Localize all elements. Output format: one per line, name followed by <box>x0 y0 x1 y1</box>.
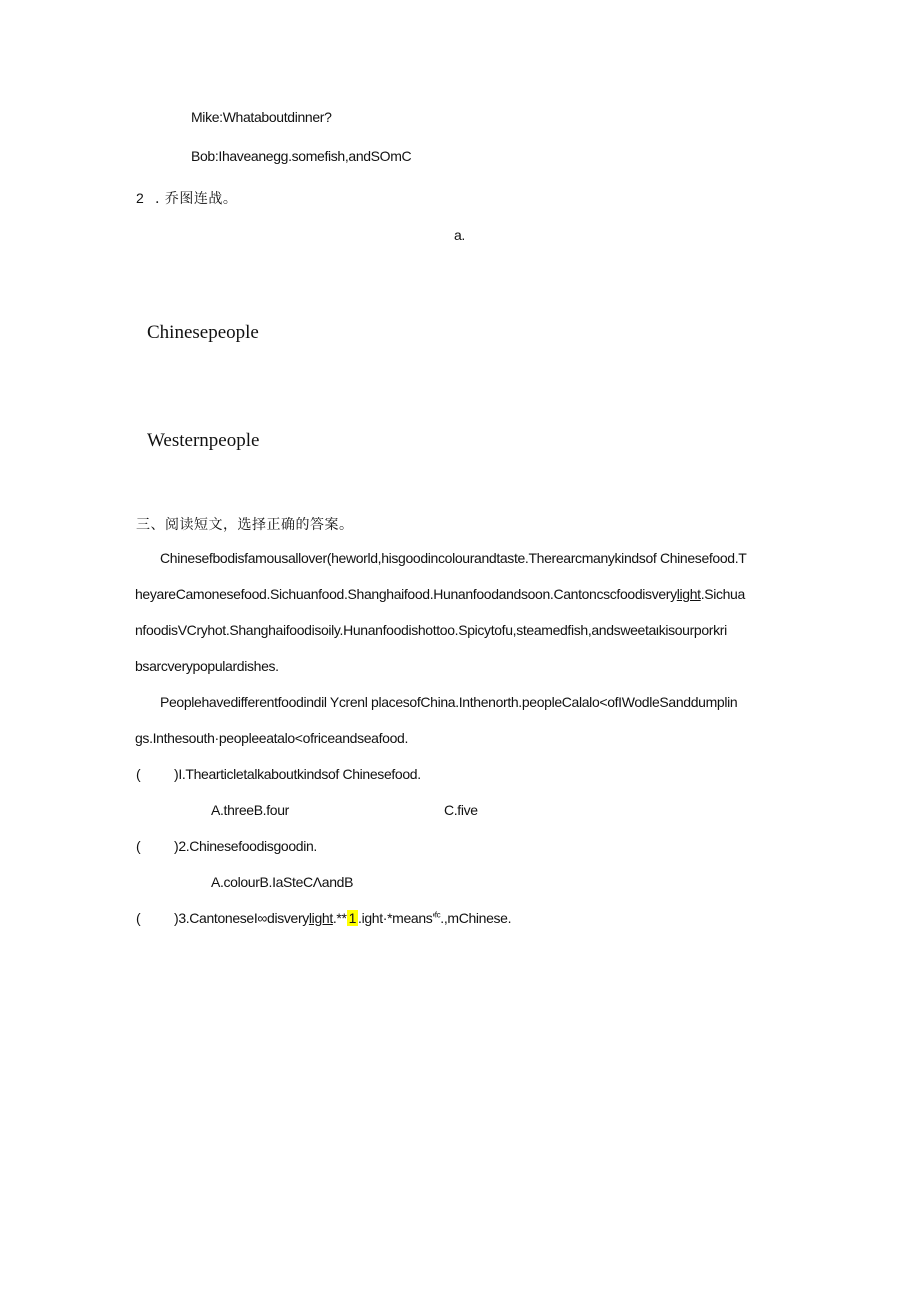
question-2-options: A.colourB.IaSteCΛandB <box>211 874 354 890</box>
question-3-text <box>174 910 511 926</box>
question-1-text <box>174 766 421 782</box>
question-3-tail: .,mChinese. <box>440 910 512 926</box>
section-2-number: 2 <box>136 190 144 206</box>
question-1-option-c: C.five <box>444 802 478 818</box>
match-label-a: a. <box>454 227 465 243</box>
question-2-text <box>174 838 317 854</box>
answer-bracket-close: ) <box>174 766 179 782</box>
passage-line-6: gs.Inthesouth·peopleeatalo<ofriceandseafood. <box>135 730 408 746</box>
passage-line-3: nfoodisVCryhot.Shanghaifoodisoily.Hunanfoodishottoo.Spicytofu,steamedfish,andsweetaιkisourporkri <box>135 622 727 638</box>
section-2-heading <box>136 188 237 208</box>
dialogue-mike: Mike:Whataboutdinner? <box>191 109 332 125</box>
passage-line-2-tail: .Sichua <box>700 586 745 602</box>
question-3-superscript: fc <box>434 910 441 920</box>
section-2-title: . 乔图连战。 <box>154 191 238 207</box>
answer-bracket-open: ( <box>136 766 141 782</box>
question-2-prompt: 2.Chinesefoodisgoodin. <box>178 838 317 854</box>
highlighted-mark: 1 <box>348 910 357 926</box>
answer-bracket-open: ( <box>136 910 141 926</box>
question-1-options-ab: A.threeB.four <box>211 802 289 818</box>
answer-bracket-close: ) <box>174 838 179 854</box>
answer-bracket-close: ) <box>174 910 179 926</box>
dialogue-bob: Bob:Ihaveanegg.somefish,andSOmC <box>191 148 412 164</box>
question-3-marks: .** <box>332 910 347 926</box>
passage-line-2 <box>135 586 745 602</box>
question-1-prompt: I.Thearticletalkaboutkindsof Chinesefood. <box>178 766 421 782</box>
question-3-means: .ight·*means' <box>358 910 435 926</box>
passage-line-4: bsarcverypopulardishes. <box>135 658 279 674</box>
underlined-word-light: light <box>308 910 333 926</box>
section-3-title: 三、阅读短文，选择正确的答案。 <box>136 517 354 533</box>
answer-bracket-open: ( <box>136 838 141 854</box>
match-item-chinese-people: Chinesepeople <box>147 322 259 343</box>
match-item-western-people: Westernpeople <box>147 430 260 451</box>
passage-line-1: Chinesefbodisfamousallover(heworld,hisgoodincolourandtaste.Therearcmanykindsof Chinesefood.T <box>160 550 747 566</box>
passage-line-5: Peoplehavedifferentfoodindil Ycrenl placesofChina.Inthenorth.peopleCalalo<ofIWodleSanddumplin <box>160 694 738 710</box>
question-3-prompt: 3.CantoneseI∞disvery <box>178 910 309 926</box>
passage-line-2-text: heyareCamonesefood.Sichuanfood.Shanghaifood.Hunanfoodandsoon.Cantoncscfoodisvery <box>135 586 677 602</box>
underlined-word-light: light <box>676 586 701 602</box>
